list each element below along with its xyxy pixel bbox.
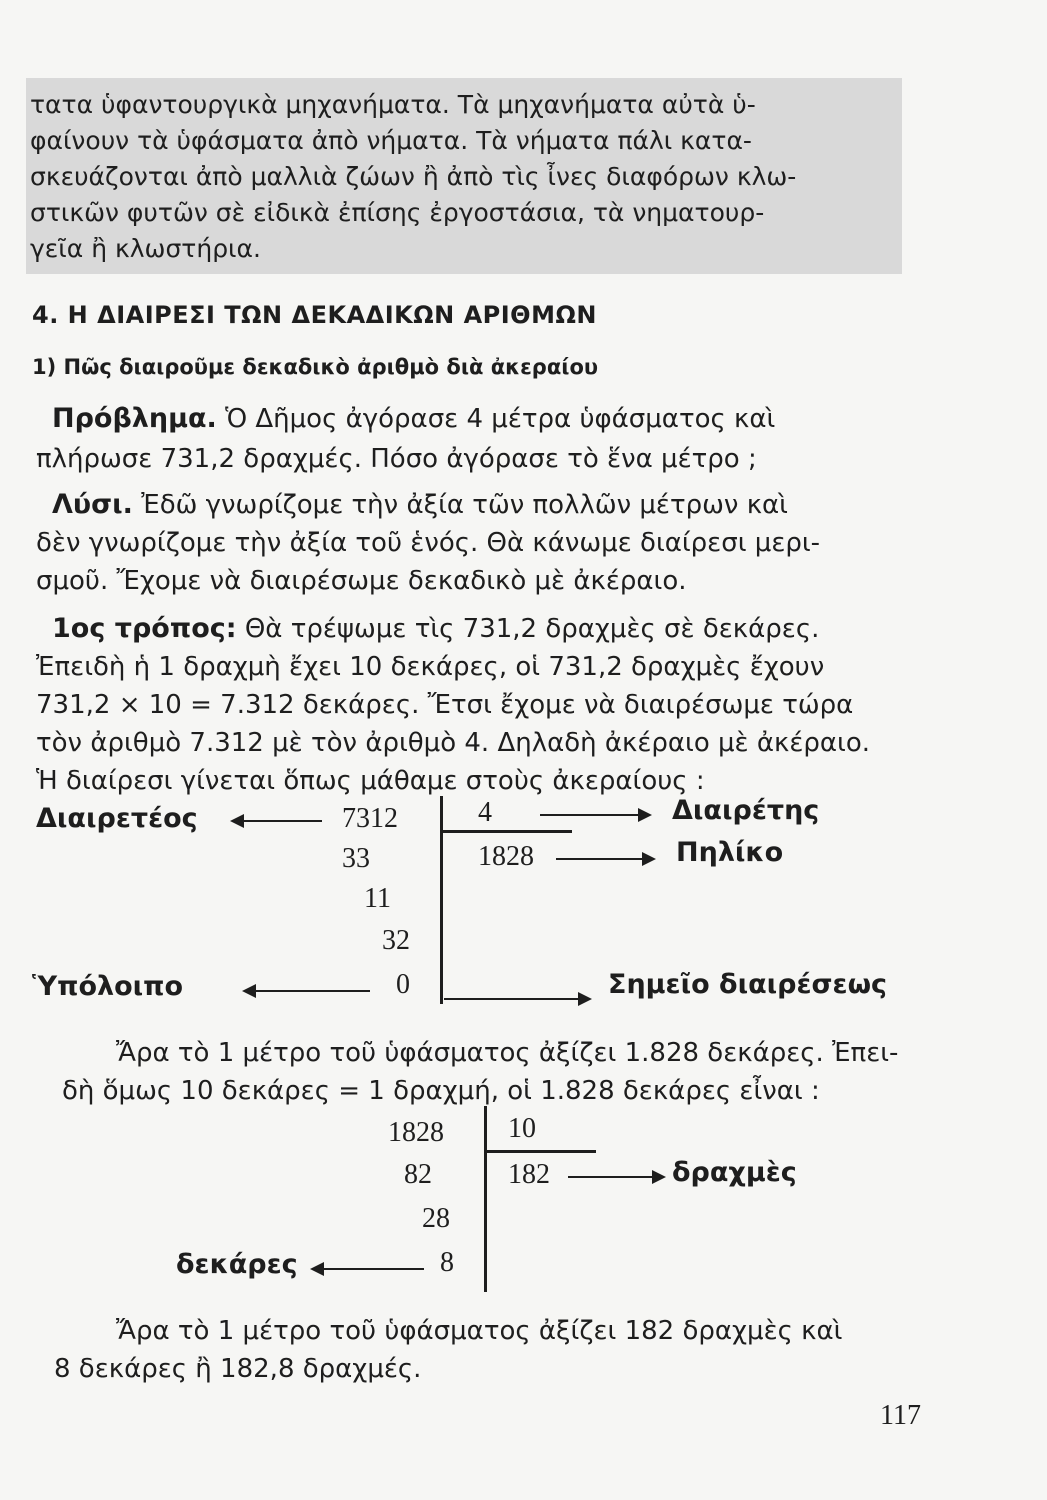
problem-line <box>52 404 775 434</box>
division-bar <box>440 796 443 1004</box>
remainder-value: 8 <box>440 1247 454 1278</box>
step-value: 82 <box>404 1159 432 1190</box>
intro-line: φαίνουν τὰ ὑφάσματα ἀπὸ νήματα. Τὰ νήματα πάλι κατα- <box>30 126 752 155</box>
method-line-3: 731,2 × 10 = 7.312 δεκάρες. Ἔτσι ἔχομε νὰ διαιρέσωμε τώρα <box>36 690 854 720</box>
dividend-value: 7312 <box>342 803 398 834</box>
arrow-right <box>444 998 590 1000</box>
divisor-value: 10 <box>508 1113 536 1144</box>
solution-label: Λύσι. <box>52 489 133 520</box>
remainder-label: δεκάρες <box>176 1249 298 1280</box>
problem-line-2: πλήρωσε 731,2 δραχμές. Πόσο ἀγόρασε τὸ ἕνα μέτρο ; <box>36 444 757 474</box>
divisor-label: Διαιρέτης <box>672 795 820 826</box>
intro-line: στικῶν φυτῶν σὲ εἰδικὰ ἐπίσης ἐργοστάσια, τὰ νηματουρ- <box>30 198 765 227</box>
method-label: 1ος τρόπος: <box>52 613 237 644</box>
solution-line <box>52 490 788 520</box>
quotient-label: δραχμὲς <box>672 1157 797 1188</box>
divisor-underline <box>442 830 572 833</box>
division-sign-label: Σημεῖο διαιρέσεως <box>608 969 888 1000</box>
conclusion-line: 8 δεκάρες ἢ 182,8 δραχμές. <box>54 1354 422 1384</box>
intro-paragraph <box>26 78 902 274</box>
step-value: 33 <box>342 843 370 874</box>
method-line-5: Ἡ διαίρεσι γίνεται ὅπως μάθαμε στοὺς ἀκεραίους : <box>36 766 705 796</box>
remainder-label: Ὑπόλοιπο <box>32 971 184 1002</box>
arrow-right <box>556 858 654 860</box>
paragraph-line: δὴ ὅμως 10 δεκάρες = 1 δραχμή, οἱ 1.828 δεκάρες εἶναι : <box>62 1076 820 1106</box>
conclusion-line: Ἄρα τὸ 1 μέτρο τοῦ ὑφάσματος ἀξίζει 182 δραχμὲς καὶ <box>116 1316 843 1346</box>
solution-line-2: δὲν γνωρίζομε τὴν ἀξία τοῦ ἑνός. Θὰ κάνωμε διαίρεσι μερι- <box>36 528 821 558</box>
arrow-left <box>232 820 322 822</box>
remainder-value: 0 <box>396 969 410 1000</box>
dividend-label: Διαιρετέος <box>36 803 198 834</box>
intro-line: γεῖα ἢ κλωστήρια. <box>30 234 261 263</box>
method-line-4: τὸν ἀριθμὸ 7.312 μὲ τὸν ἀριθμὸ 4. Δηλαδὴ ἀκέραιο μὲ ἀκέραιο. <box>36 728 871 758</box>
arrow-right <box>540 814 650 816</box>
page-number: 117 <box>880 1400 921 1431</box>
dividend-value: 1828 <box>388 1117 444 1148</box>
step-value: 32 <box>382 925 410 956</box>
solution-text: Ἐδῶ γνωρίζομε τὴν ἀξία τῶν πολλῶν μέτρων καὶ <box>141 490 788 520</box>
quotient-value: 182 <box>508 1159 550 1190</box>
step-value: 28 <box>422 1203 450 1234</box>
intro-line: τατα ὑφαντουργικὰ μηχανήματα. Τὰ μηχανήματα αὐτὰ ὑ- <box>30 90 756 119</box>
divisor-underline <box>486 1150 596 1153</box>
solution-line-3: σμοῦ. Ἔχομε νὰ διαιρέσωμε δεκαδικὸ μὲ ἀκέραιο. <box>36 566 687 596</box>
divisor-value: 4 <box>478 797 492 828</box>
quotient-value: 1828 <box>478 841 534 872</box>
intro-line: σκευάζονται ἀπὸ μαλλιὰ ζώων ἢ ἀπὸ τὶς ἶνες διαφόρων κλω- <box>30 162 797 191</box>
method-line-2: Ἐπειδὴ ἡ 1 δραχμὴ ἔχει 10 δεκάρες, οἱ 731,2 δραχμὲς ἔχουν <box>36 652 825 682</box>
method-line <box>52 614 819 644</box>
paragraph-line: Ἄρα τὸ 1 μέτρο τοῦ ὑφάσματος ἀξίζει 1.828 δεκάρες. Ἐπει- <box>116 1038 899 1068</box>
division-bar <box>484 1106 487 1292</box>
method-text: Θὰ τρέψωμε τὶς 731,2 δραχμὲς σὲ δεκάρες. <box>244 614 820 644</box>
section-subtitle: 1) Πῶς διαιροῦμε δεκαδικὸ ἀριθμὸ διὰ ἀκεραίου <box>32 355 599 379</box>
arrow-right <box>568 1176 664 1178</box>
problem-label: Πρόβλημα. <box>52 403 217 434</box>
section-title: 4. Η ΔΙΑΙΡΕΣΙ ΤΩΝ ΔΕΚΑΔΙΚΩΝ ΑΡΙΘΜΩΝ <box>32 301 597 329</box>
step-value: 11 <box>364 883 391 914</box>
arrow-left <box>244 990 370 992</box>
arrow-left <box>312 1268 424 1270</box>
problem-text: Ὁ Δῆμος ἀγόρασε 4 μέτρα ὑφάσματος καὶ <box>225 404 776 434</box>
quotient-label: Πηλίκο <box>676 837 784 868</box>
